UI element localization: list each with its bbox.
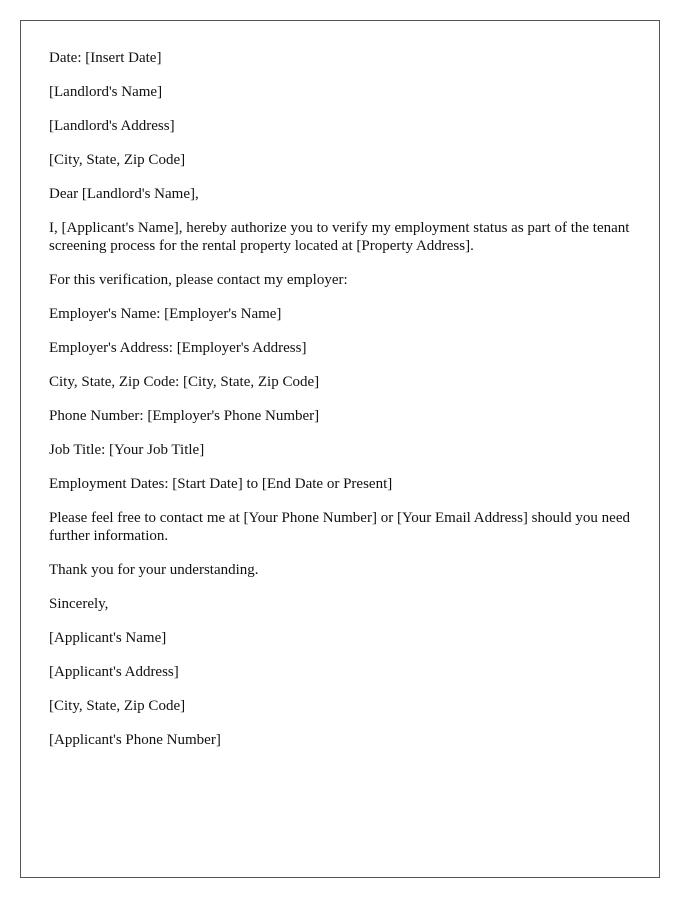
thanks-line: Thank you for your understanding. (49, 562, 259, 578)
closing: Sincerely, (49, 596, 109, 612)
authorization-paragraph: I, [Applicant's Name], hereby authorize you to verify my employment status as part of the tenant screening process for the rental property located at [Property Address]. (49, 220, 630, 254)
salutation: Dear [Landlord's Name], (49, 186, 199, 202)
landlord-city: [City, State, Zip Code] (49, 152, 186, 168)
contact-intro: For this verification, please contact my employer: (49, 272, 348, 288)
employer-city: City, State, Zip Code: [City, State, Zip Code] (49, 374, 320, 390)
employer-phone: Phone Number: [Employer's Phone Number] (49, 408, 320, 424)
employment-dates: Employment Dates: [Start Date] to [End Date or Present] (49, 476, 393, 492)
letter-page (20, 20, 660, 878)
applicant-name: [Applicant's Name] (49, 630, 167, 646)
applicant-phone: [Applicant's Phone Number] (49, 732, 221, 748)
employer-address: Employer's Address: [Employer's Address] (49, 340, 307, 356)
applicant-city: [City, State, Zip Code] (49, 698, 186, 714)
employer-name: Employer's Name: [Employer's Name] (49, 306, 282, 322)
date-line: Date: [Insert Date] (49, 50, 162, 66)
job-title: Job Title: [Your Job Title] (49, 442, 205, 458)
letter-body (49, 49, 639, 765)
landlord-name: [Landlord's Name] (49, 84, 163, 100)
contact-me-paragraph: Please feel free to contact me at [Your Phone Number] or [Your Email Address] should you need further information. (49, 510, 630, 544)
landlord-address: [Landlord's Address] (49, 118, 175, 134)
applicant-address: [Applicant's Address] (49, 664, 179, 680)
